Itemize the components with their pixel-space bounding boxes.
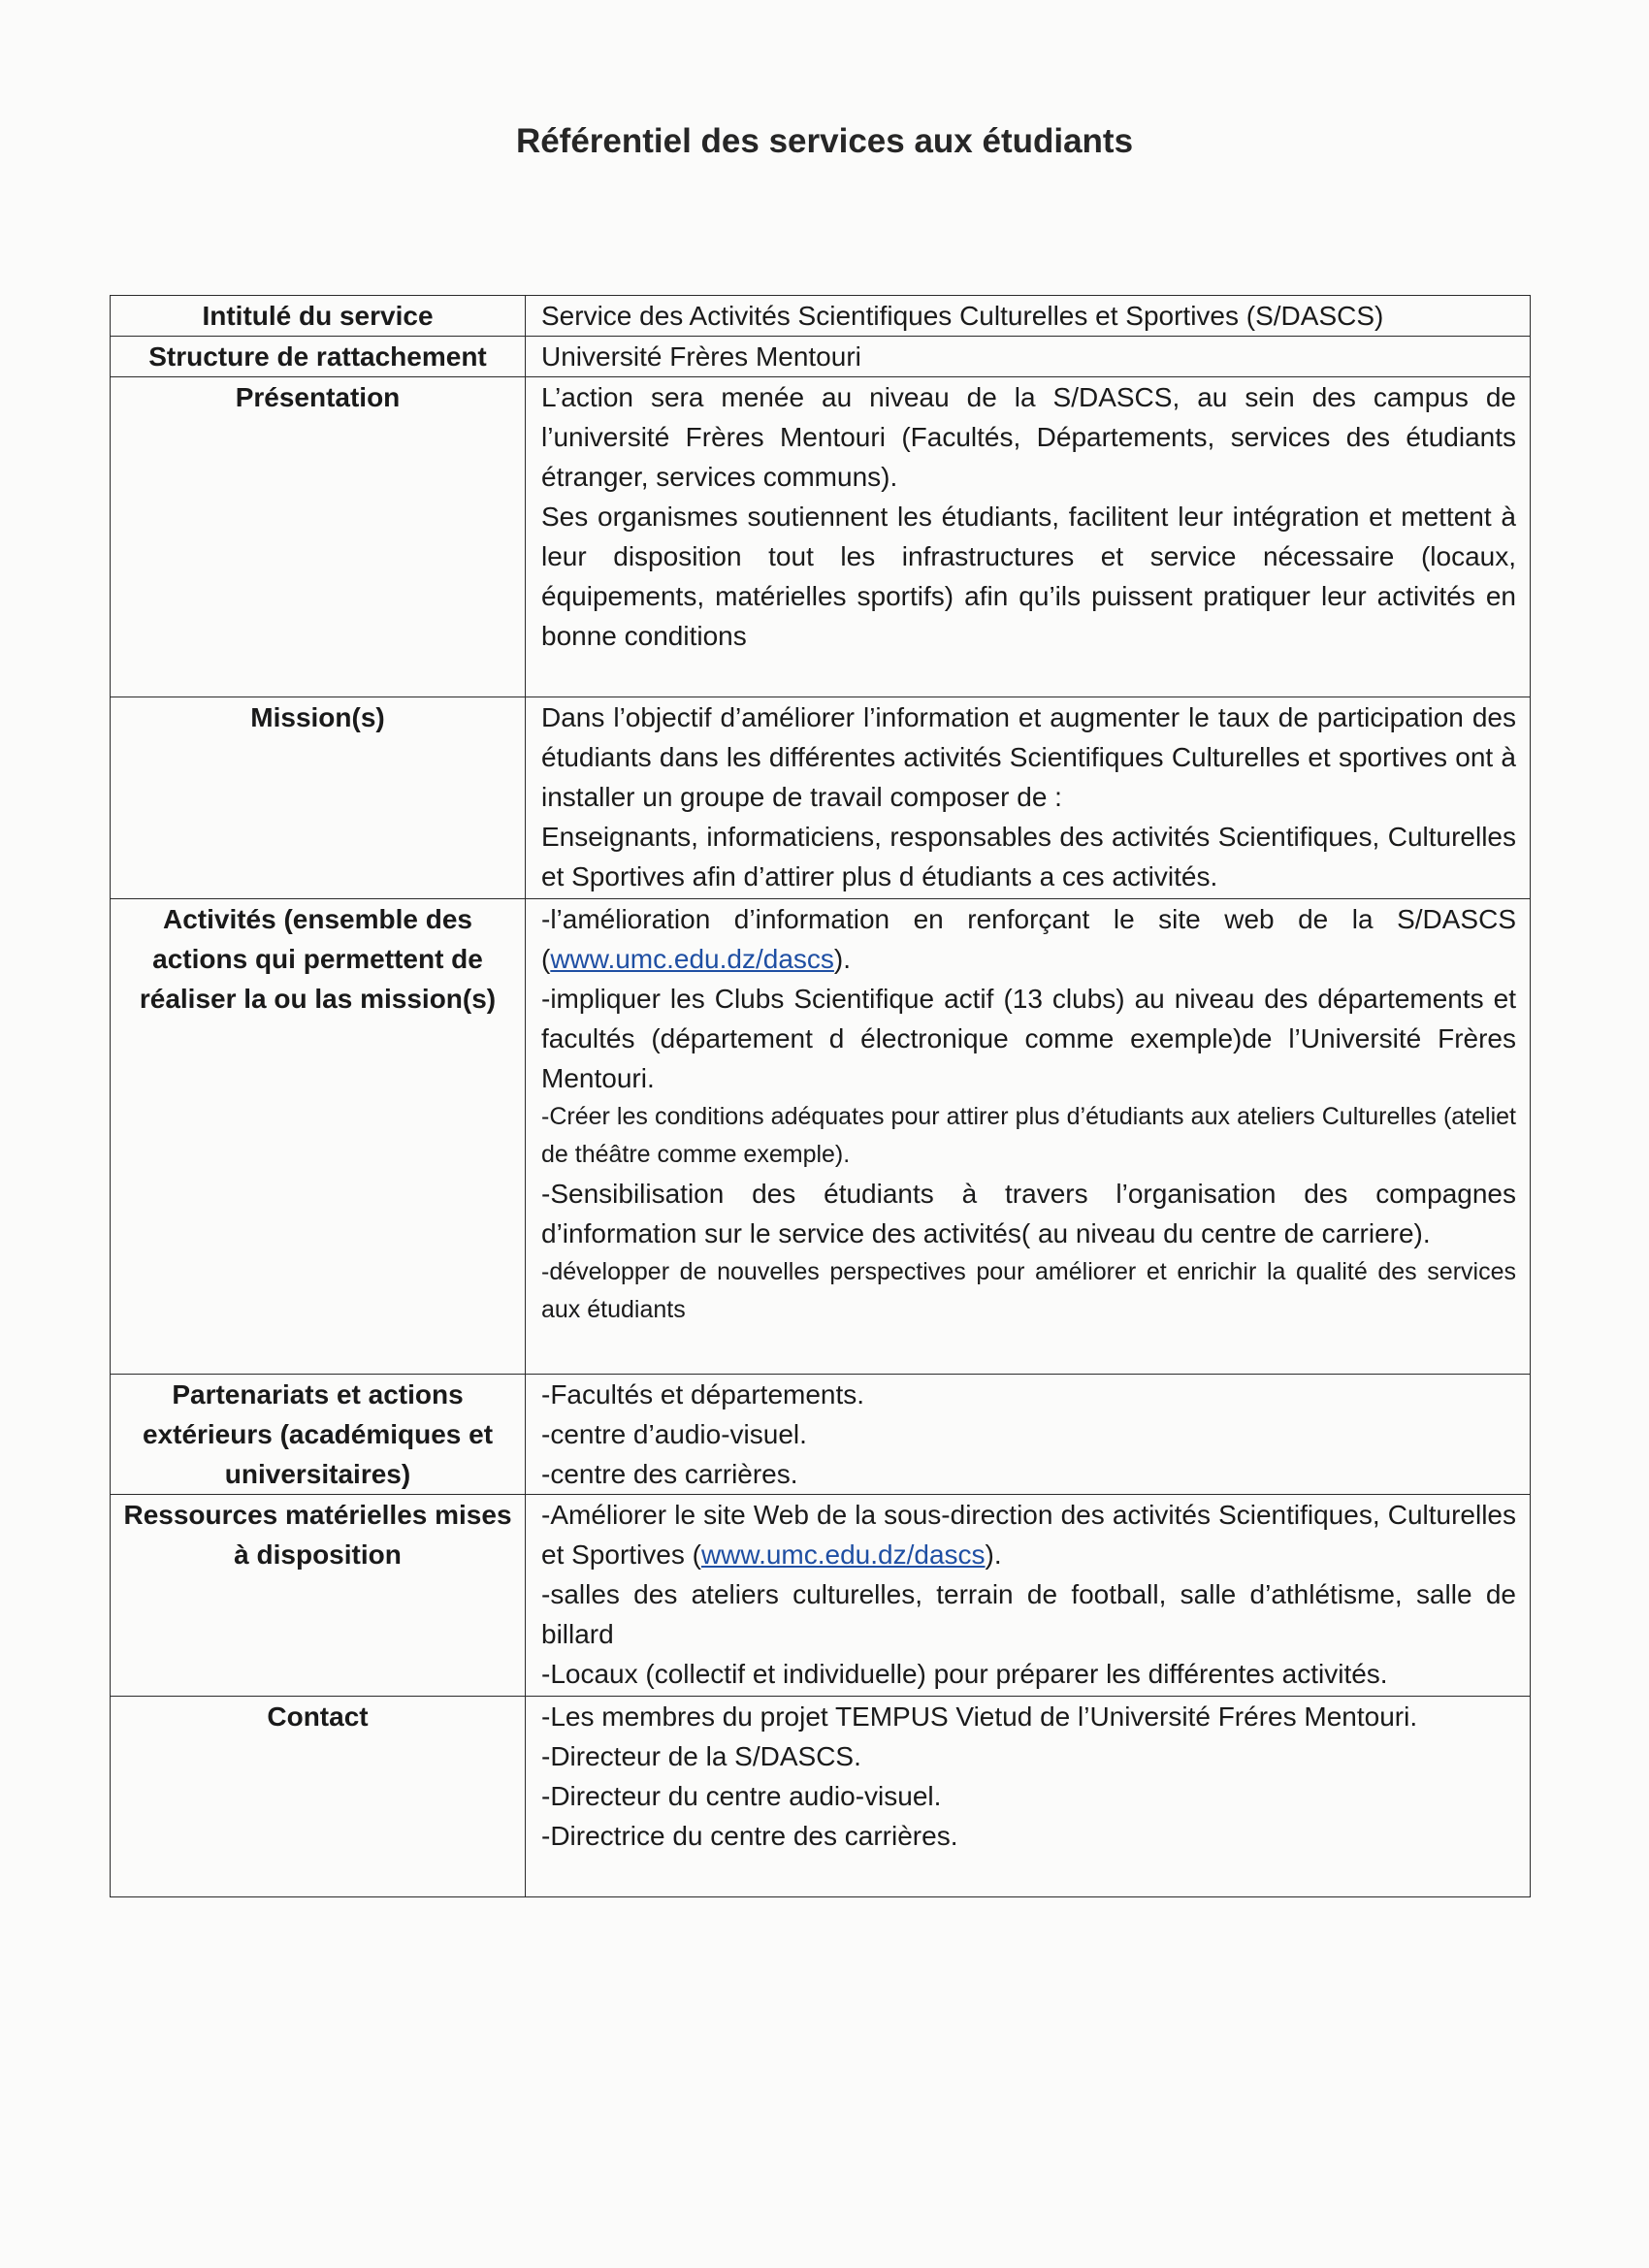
label-activites: Activités (ensemble des actions qui permettent de réaliser la ou las mission(s) <box>111 899 526 1375</box>
row-activites <box>111 899 1531 1375</box>
contact-item: -Directeur de la S/DASCS. <box>541 1741 861 1771</box>
value-activites <box>526 899 1531 1375</box>
value-structure: Université Frères Mentouri <box>526 337 1531 377</box>
row-presentation <box>111 377 1531 697</box>
page-title: Référentiel des services aux étudiants <box>515 122 1134 160</box>
contact-item: -Directrice du centre des carrières. <box>541 1821 958 1851</box>
activity-1-text: -l’amélioration d’information en renforçant le site web de la S/DASCS ( <box>541 904 1516 974</box>
label-structure: Structure de rattachement <box>111 337 526 377</box>
missions-paragraph-1: Dans l’objectif d’améliorer l’information et augmenter le taux de participation des étudiants dans les différentes activités Scientifiques Culturelles et sportives ont à installer un groupe de travail composer de : <box>541 702 1516 812</box>
value-missions <box>526 697 1531 899</box>
label-missions: Mission(s) <box>111 697 526 899</box>
contact-item: -Directeur du centre audio-visuel. <box>541 1781 942 1811</box>
dascs-website-link[interactable]: www.umc.edu.dz/dascs <box>550 944 834 974</box>
value-partenariats <box>526 1375 1531 1495</box>
value-intitule: Service des Activités Scientifiques Culturelles et Sportives (S/DASCS) <box>526 296 1531 337</box>
activity-item-5: -développer de nouvelles perspectives pour améliorer et enrichir la qualité des services aux étudiants <box>541 1258 1516 1323</box>
activity-item-3: -Créer les conditions adéquates pour attirer plus d’étudiants aux ateliers Culturelles (ateliet de théâtre comme exemple). <box>541 1103 1516 1168</box>
value-contact <box>526 1697 1531 1897</box>
activity-item-4: -Sensibilisation des étudiants à travers l’organisation des compagnes d’information sur le service des activités( au niveau du centre de carriere). <box>541 1179 1516 1248</box>
activity-item-1 <box>541 899 1516 979</box>
label-ressources: Ressources matérielles mises à disposition <box>111 1495 526 1697</box>
resource-item-3: -Locaux (collectif et individuelle) pour préparer les différentes activités. <box>541 1659 1388 1689</box>
value-presentation <box>526 377 1531 697</box>
contact-item: -Les membres du projet TEMPUS Vietud de l’Université Fréres Mentouri. <box>541 1701 1418 1732</box>
partner-item: -Facultés et départements. <box>541 1379 865 1409</box>
row-contact <box>111 1697 1531 1897</box>
activity-1-end: ). <box>833 944 852 974</box>
presentation-paragraph-2: Ses organismes soutiennent les étudiants, facilitent leur intégration et mettent à leur disposition tout les infrastructures et service nécessaire (locaux, équipements, matérielles sportifs) afin qu’ils puissent pratiquer leur activités en bonne conditions <box>541 502 1516 651</box>
resource-item-1 <box>541 1495 1516 1574</box>
missions-paragraph-2: Enseignants, informaticiens, responsables des activités Scientifiques, Culturelles et Sportives afin d’attirer plus d étudiants a ces activités. <box>541 822 1516 891</box>
partner-item: -centre d’audio-visuel. <box>541 1419 807 1449</box>
row-partenariats <box>111 1375 1531 1495</box>
label-intitule: Intitulé du service <box>111 296 526 337</box>
activity-item-2: -impliquer les Clubs Scientifique actif (13 clubs) au niveau des départements et facultés (département d électronique comme exemple)de l’Université Frères Mentouri. <box>541 984 1516 1093</box>
resource-1-text: -Améliorer le site Web de la sous-direction des activités Scientifiques, Culturelles et Sportives ( <box>541 1500 1516 1570</box>
partner-item: -centre des carrières. <box>541 1459 798 1489</box>
services-table <box>110 295 1531 1897</box>
label-partenariats: Partenariats et actions extérieurs (académiques et universitaires) <box>111 1375 526 1495</box>
value-ressources <box>526 1495 1531 1697</box>
resource-item-2: -salles des ateliers culturelles, terrain de football, salle d’athlétisme, salle de billard <box>541 1579 1516 1649</box>
presentation-paragraph-1: L’action sera menée au niveau de la S/DASCS, au sein des campus de l’université Frères Mentouri (Facultés, Départements, services des étudiants étranger, services communs). <box>541 382 1516 492</box>
row-intitule <box>111 296 1531 337</box>
dascs-website-link[interactable]: www.umc.edu.dz/dascs <box>700 1539 986 1570</box>
row-structure <box>111 337 1531 377</box>
label-contact: Contact <box>111 1697 526 1897</box>
row-ressources <box>111 1495 1531 1697</box>
row-missions <box>111 697 1531 899</box>
resource-1-end: ). <box>985 1539 1002 1570</box>
label-presentation: Présentation <box>111 377 526 697</box>
